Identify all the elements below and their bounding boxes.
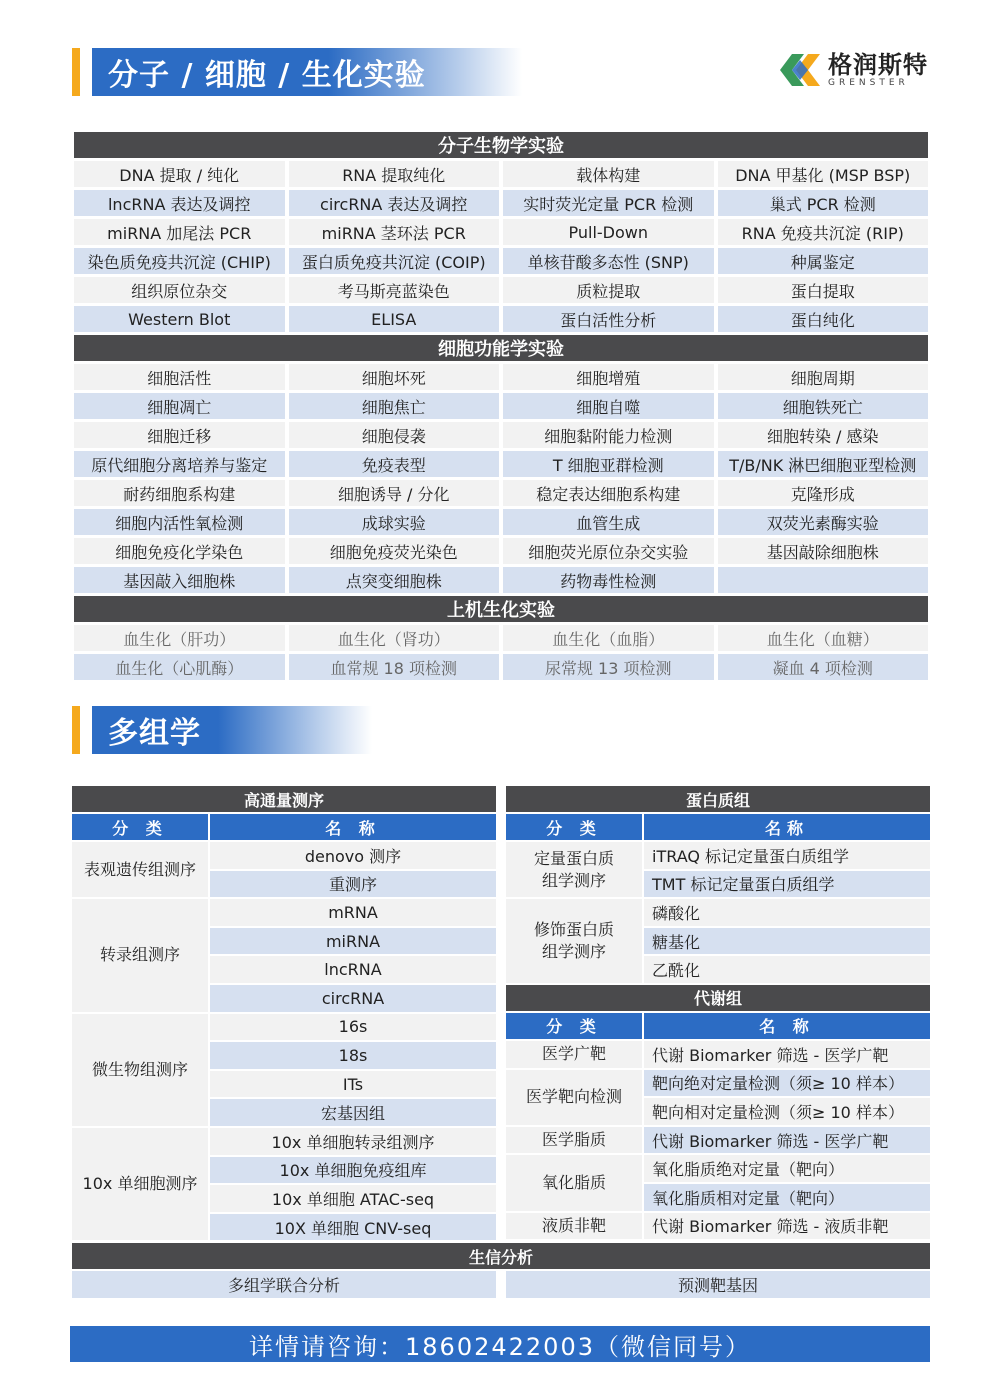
category-label: 医学靶向检测 bbox=[506, 1070, 642, 1125]
category-group bbox=[72, 899, 496, 1011]
item-name: TMT 标记定量蛋白质组学 bbox=[644, 871, 930, 898]
category-label: 液质非靶 bbox=[506, 1213, 642, 1240]
molecular-section-header: 分子生物学实验 bbox=[74, 132, 928, 158]
biochem-cell: 血生化（血糖） bbox=[718, 625, 929, 651]
cellular-cell: 克隆形成 bbox=[718, 480, 929, 506]
name-column-header: 名称 bbox=[644, 814, 930, 840]
cellular-cell: 细胞铁死亡 bbox=[718, 393, 929, 419]
cellular-cell: 细胞凋亡 bbox=[74, 393, 285, 419]
biochem-cell: 血生化（肝功） bbox=[74, 625, 285, 651]
biochem-cell: 血生化（肾功） bbox=[289, 625, 500, 651]
item-name: 靶向绝对定量检测（须≥ 10 样本） bbox=[644, 1070, 930, 1097]
molecular-cell: 质粒提取 bbox=[503, 277, 714, 303]
category-group bbox=[506, 1041, 930, 1068]
banner-accent-bar bbox=[72, 706, 80, 754]
biochem-cell: 凝血 4 项检测 bbox=[718, 654, 929, 680]
cellular-cell: 原代细胞分离培养与鉴定 bbox=[74, 451, 285, 477]
item-name: 10X 单细胞 CNV-seq bbox=[210, 1214, 496, 1241]
cellular-cell: 成球实验 bbox=[289, 509, 500, 535]
company-logo bbox=[778, 50, 928, 90]
molecular-cell: miRNA 加尾法 PCR bbox=[74, 219, 285, 245]
name-column-header: 名 称 bbox=[210, 814, 496, 840]
item-name: mRNA bbox=[210, 899, 496, 926]
section-title-text: 多组学 bbox=[108, 716, 201, 751]
category-group bbox=[506, 1213, 930, 1240]
cellular-cell: 细胞活性 bbox=[74, 364, 285, 390]
item-name: 糖基化 bbox=[644, 928, 930, 955]
item-name: 磷酸化 bbox=[644, 899, 930, 926]
grenster-logo-icon bbox=[778, 50, 822, 90]
category-label: 定量蛋白质 组学测序 bbox=[506, 842, 642, 897]
cellular-cell: 细胞荧光原位杂交实验 bbox=[503, 538, 714, 564]
cellular-cell: 细胞侵袭 bbox=[289, 422, 500, 448]
molecular-cell: 蛋白提取 bbox=[718, 277, 929, 303]
item-name: 宏基因组 bbox=[210, 1099, 496, 1126]
molecular-cell: DNA 甲基化 (MSP BSP) bbox=[718, 161, 929, 187]
molecular-cell: 蛋白活性分析 bbox=[503, 306, 714, 332]
category-group bbox=[506, 1155, 930, 1210]
sequencing-table-title: 高通量测序 bbox=[72, 786, 496, 812]
bioinfo-item: 多组学联合分析 bbox=[72, 1271, 496, 1298]
cellular-cell: 细胞增殖 bbox=[503, 364, 714, 390]
item-name: 靶向相对定量检测（须≥ 10 样本） bbox=[644, 1098, 930, 1125]
molecular-cell: 蛋白纯化 bbox=[718, 306, 929, 332]
experiment-grid bbox=[74, 132, 928, 680]
cellular-cell: 细胞免疫荧光染色 bbox=[289, 538, 500, 564]
item-name: ITs bbox=[210, 1071, 496, 1098]
cellular-cell: 细胞坏死 bbox=[289, 364, 500, 390]
item-name: 代谢 Biomarker 筛选 - 医学广靶 bbox=[644, 1041, 930, 1068]
category-group bbox=[72, 842, 496, 897]
biochem-cell: 尿常规 13 项检测 bbox=[503, 654, 714, 680]
molecular-cell: 载体构建 bbox=[503, 161, 714, 187]
proteome-metabolome-table bbox=[506, 786, 930, 1241]
item-name: 氧化脂质绝对定量（靶向） bbox=[644, 1155, 930, 1182]
molecular-cell: 考马斯亮蓝染色 bbox=[289, 277, 500, 303]
biochem-cell: 血生化（心肌酶） bbox=[74, 654, 285, 680]
molecular-cell: 实时荧光定量 PCR 检测 bbox=[503, 190, 714, 216]
category-column-header: 分 类 bbox=[506, 814, 642, 840]
molecular-cell: 单核苷酸多态性 (SNP) bbox=[503, 248, 714, 274]
bioinfo-title: 生信分析 bbox=[72, 1243, 930, 1269]
item-name: iTRAQ 标记定量蛋白质组学 bbox=[644, 842, 930, 869]
molecular-cell: lncRNA 表达及调控 bbox=[74, 190, 285, 216]
cellular-cell: 耐药细胞系构建 bbox=[74, 480, 285, 506]
category-group bbox=[506, 842, 930, 897]
cellular-cell: 点突变细胞株 bbox=[289, 567, 500, 593]
cellular-cell: 血管生成 bbox=[503, 509, 714, 535]
item-name: 代谢 Biomarker 筛选 - 液质非靶 bbox=[644, 1213, 930, 1240]
cellular-section-header: 细胞功能学实验 bbox=[74, 335, 928, 361]
cellular-cell: 基因敲入细胞株 bbox=[74, 567, 285, 593]
item-name: 16s bbox=[210, 1014, 496, 1041]
bioinfo-section bbox=[72, 1243, 930, 1298]
cellular-cell: 细胞焦亡 bbox=[289, 393, 500, 419]
bioinfo-item: 预测靶基因 bbox=[506, 1271, 930, 1298]
cellular-cell: 基因敲除细胞株 bbox=[718, 538, 929, 564]
molecular-cell: 巢式 PCR 检测 bbox=[718, 190, 929, 216]
banner-accent-bar bbox=[72, 48, 80, 96]
biochem-section-header: 上机生化实验 bbox=[74, 596, 928, 622]
cellular-cell: 稳定表达细胞系构建 bbox=[503, 480, 714, 506]
category-label: 医学脂质 bbox=[506, 1127, 642, 1154]
item-name: 10x 单细胞转录组测序 bbox=[210, 1128, 496, 1155]
molecular-cell: RNA 免疫共沉淀 (RIP) bbox=[718, 219, 929, 245]
item-name: 18s bbox=[210, 1042, 496, 1069]
cellular-cell: 细胞转染 / 感染 bbox=[718, 422, 929, 448]
category-group bbox=[506, 1127, 930, 1154]
molecular-cell: circRNA 表达及调控 bbox=[289, 190, 500, 216]
category-column-header: 分 类 bbox=[72, 814, 208, 840]
cellular-cell: 细胞周期 bbox=[718, 364, 929, 390]
cellular-cell: 双荧光素酶实验 bbox=[718, 509, 929, 535]
proteome-table-title: 蛋白质组 bbox=[506, 786, 930, 812]
item-name: 10x 单细胞免疫组库 bbox=[210, 1157, 496, 1184]
molecular-cell: ELISA bbox=[289, 306, 500, 332]
biochem-cell: 血生化（血脂） bbox=[503, 625, 714, 651]
cellular-cell: 细胞免疫化学染色 bbox=[74, 538, 285, 564]
item-name: 氧化脂质相对定量（靶向） bbox=[644, 1184, 930, 1211]
category-label: 微生物组测序 bbox=[72, 1014, 208, 1126]
item-name: 重测序 bbox=[210, 871, 496, 898]
category-group bbox=[506, 1070, 930, 1125]
category-label: 修饰蛋白质 组学测序 bbox=[506, 899, 642, 983]
category-group bbox=[506, 899, 930, 983]
category-label: 10x 单细胞测序 bbox=[72, 1128, 208, 1240]
molecular-cell: 蛋白质免疫共沉淀 (COIP) bbox=[289, 248, 500, 274]
molecular-cell: miRNA 茎环法 PCR bbox=[289, 219, 500, 245]
cellular-cell bbox=[718, 567, 929, 593]
category-column-header: 分 类 bbox=[506, 1013, 642, 1039]
category-label: 医学广靶 bbox=[506, 1041, 642, 1068]
logo-chinese-name: 格润斯特 bbox=[828, 51, 928, 79]
item-name: 10x 单细胞 ATAC-seq bbox=[210, 1185, 496, 1212]
name-column-header: 名 称 bbox=[644, 1013, 930, 1039]
item-name: circRNA bbox=[210, 985, 496, 1012]
cellular-cell: 药物毒性检测 bbox=[503, 567, 714, 593]
cellular-cell: 免疫表型 bbox=[289, 451, 500, 477]
cellular-cell: 细胞内活性氧检测 bbox=[74, 509, 285, 535]
cellular-cell: T 细胞亚群检测 bbox=[503, 451, 714, 477]
molecular-cell: RNA 提取纯化 bbox=[289, 161, 500, 187]
metabolome-table-title: 代谢组 bbox=[506, 985, 930, 1011]
cellular-cell: T/B/NK 淋巴细胞亚型检测 bbox=[718, 451, 929, 477]
molecular-cell: 染色质免疫共沉淀 (CHIP) bbox=[74, 248, 285, 274]
section-title-omics bbox=[92, 706, 372, 754]
molecular-cell: DNA 提取 / 纯化 bbox=[74, 161, 285, 187]
cellular-cell: 细胞诱导 / 分化 bbox=[289, 480, 500, 506]
category-label: 表观遗传组测序 bbox=[72, 842, 208, 897]
contact-text: 详情请咨询：18602422003（微信同号） bbox=[249, 1332, 751, 1361]
section-title-experiments bbox=[92, 48, 522, 96]
biochem-cell: 血常规 18 项检测 bbox=[289, 654, 500, 680]
category-group bbox=[72, 1014, 496, 1126]
molecular-cell: Western Blot bbox=[74, 306, 285, 332]
category-label: 转录组测序 bbox=[72, 899, 208, 1011]
cellular-cell: 细胞自噬 bbox=[503, 393, 714, 419]
category-group bbox=[72, 1128, 496, 1240]
item-name: lncRNA bbox=[210, 956, 496, 983]
item-name: 代谢 Biomarker 筛选 - 医学广靶 bbox=[644, 1127, 930, 1154]
logo-english-name: GRENSTER bbox=[828, 78, 909, 88]
molecular-cell: 种属鉴定 bbox=[718, 248, 929, 274]
section-title-text: 分子 / 细胞 / 生化实验 bbox=[108, 58, 426, 93]
cellular-cell: 细胞黏附能力检测 bbox=[503, 422, 714, 448]
molecular-cell: 组织原位杂交 bbox=[74, 277, 285, 303]
item-name: miRNA bbox=[210, 928, 496, 955]
molecular-cell: Pull-Down bbox=[503, 219, 714, 245]
contact-footer bbox=[70, 1326, 930, 1362]
item-name: denovo 测序 bbox=[210, 842, 496, 869]
item-name: 乙酰化 bbox=[644, 956, 930, 983]
cellular-cell: 细胞迁移 bbox=[74, 422, 285, 448]
sequencing-table bbox=[72, 786, 496, 1242]
category-label: 氧化脂质 bbox=[506, 1155, 642, 1210]
